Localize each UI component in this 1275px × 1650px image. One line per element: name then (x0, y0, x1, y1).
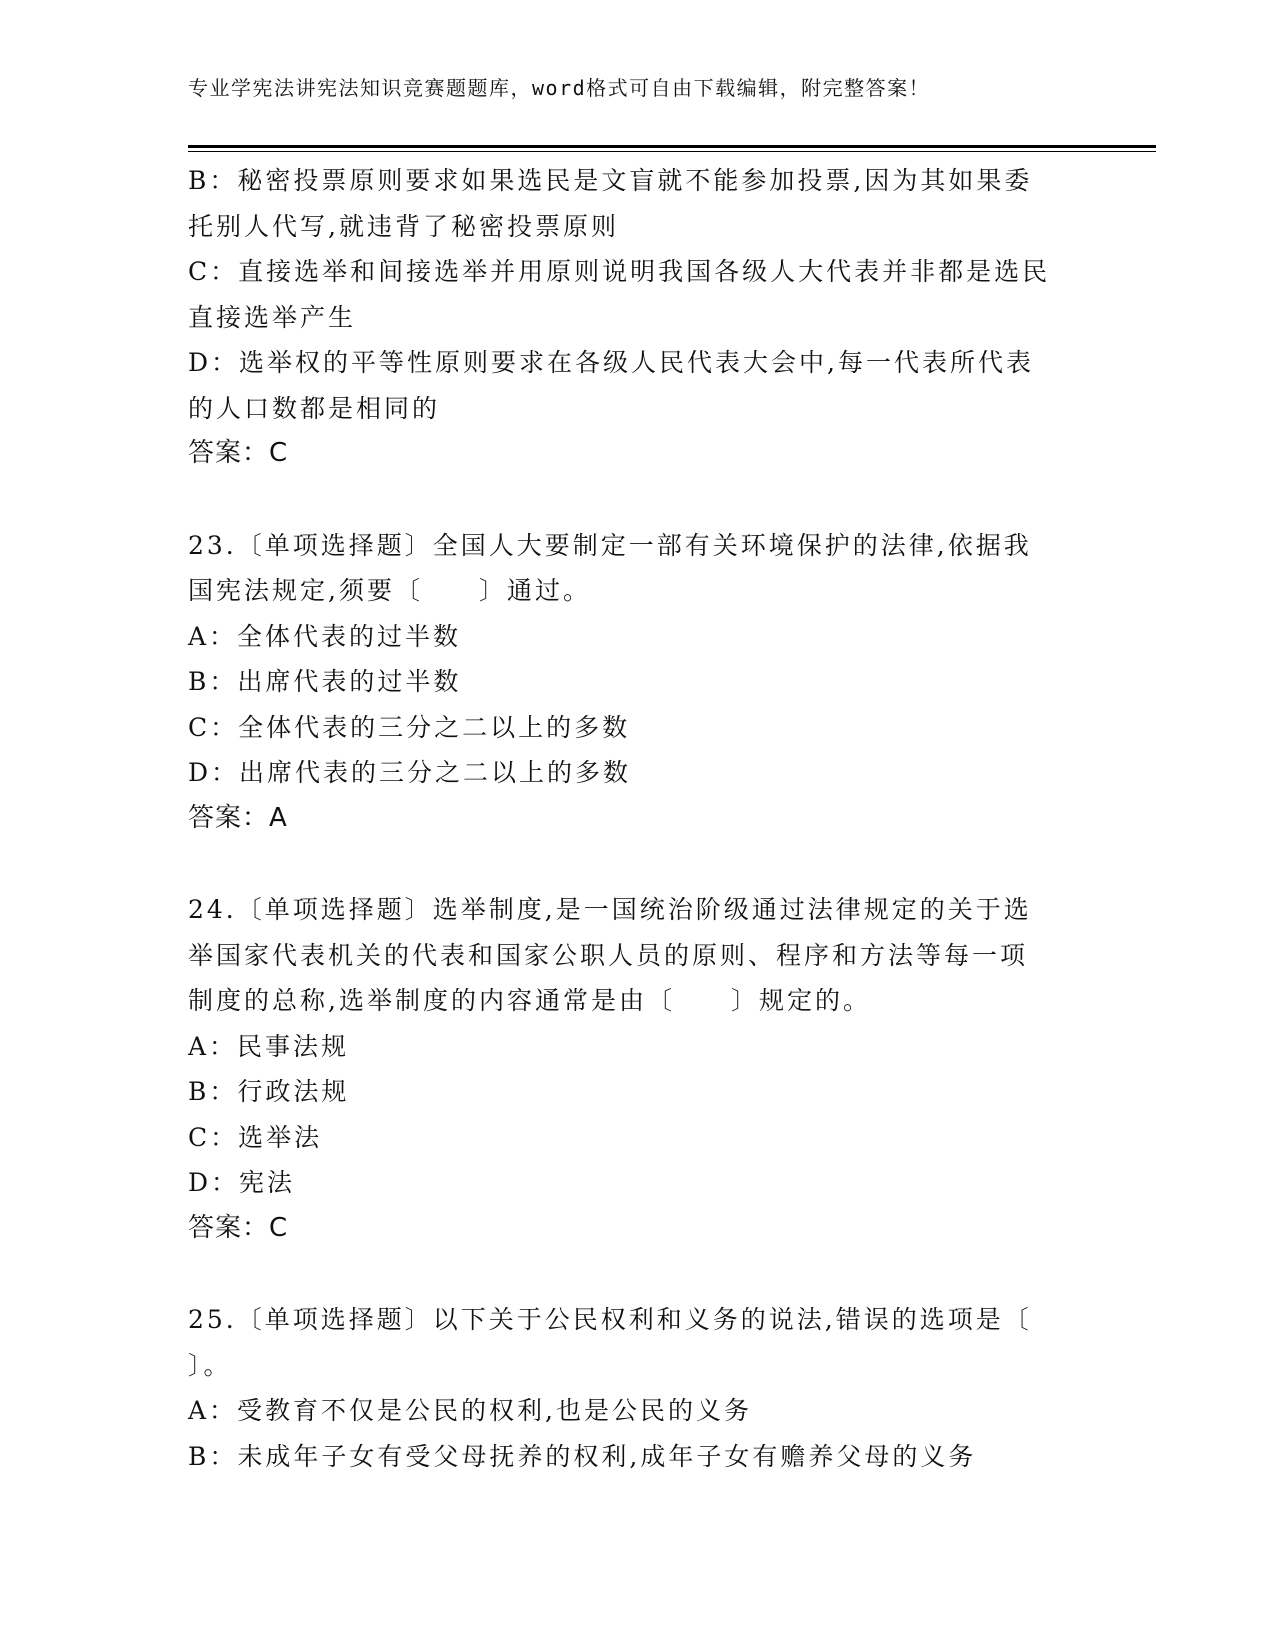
question-stem-line-3: 制度的总称,选举制度的内容通常是由〔 〕规定的。 (188, 986, 871, 1015)
option-b: B：未成年子女有受父母抚养的权利,成年子女有赡养父母的义务 (188, 1441, 977, 1471)
question-22-continuation (188, 158, 1088, 477)
question-25 (188, 1297, 1088, 1479)
option-c-line-2: 直接选举产生 (188, 302, 357, 332)
option-c-line-1: C：直接选举和间接选举并用原则说明我国各级人大代表并非都是选民 (188, 257, 1051, 286)
option-d: D：出席代表的三分之二以上的多数 (188, 758, 632, 787)
option-a: A：全体代表的过半数 (188, 621, 462, 651)
question-stem-line-2: 国宪法规定,须要〔 〕通过。 (188, 576, 591, 605)
question-24 (188, 887, 1088, 1251)
answer: 答案：C (188, 438, 289, 468)
option-b-line-2: 托别人代写,就违背了秘密投票原则 (188, 211, 619, 241)
option-a: A：受教育不仅是公民的权利,也是公民的义务 (188, 1396, 753, 1425)
option-c: C：全体代表的三分之二以上的多数 (188, 712, 631, 742)
option-a: A：民事法规 (188, 1031, 350, 1061)
document-body (188, 158, 1088, 1479)
question-stem-line-1: 24.〔单项选择题〕选举制度,是一国统治阶级通过法律规定的关于选 (188, 895, 1032, 924)
page-header: 专业学宪法讲宪法知识竞赛题题库，word格式可自由下载编辑，附完整答案！ (188, 76, 931, 100)
answer: 答案：C (188, 1212, 289, 1243)
option-b: B：出席代表的过半数 (188, 667, 462, 696)
header-rule-thin (188, 151, 1156, 152)
option-c: C：选举法 (188, 1122, 323, 1152)
question-stem-line-2: 〕。 (188, 1350, 232, 1380)
option-b: B：行政法规 (188, 1077, 350, 1106)
question-23 (188, 523, 1088, 842)
option-d: D：宪法 (188, 1168, 296, 1197)
option-d-line-1: D：选举权的平等性原则要求在各级人民代表大会中,每一代表所代表 (188, 348, 1034, 377)
option-b-line-1: B：秘密投票原则要求如果选民是文盲就不能参加投票,因为其如果委 (188, 166, 1033, 195)
header-rule-thick (188, 145, 1156, 148)
option-d-line-2: 的人口数都是相同的 (188, 393, 441, 423)
question-stem-line-2: 举国家代表机关的代表和国家公职人员的原则、程序和方法等每一项 (188, 940, 1029, 970)
answer: 答案：A (188, 802, 288, 833)
question-stem-line-1: 25.〔单项选择题〕以下关于公民权利和义务的说法,错误的选项是〔 (188, 1305, 1032, 1334)
question-stem-line-1: 23.〔单项选择题〕全国人大要制定一部有关环境保护的法律,依据我 (188, 530, 1032, 560)
